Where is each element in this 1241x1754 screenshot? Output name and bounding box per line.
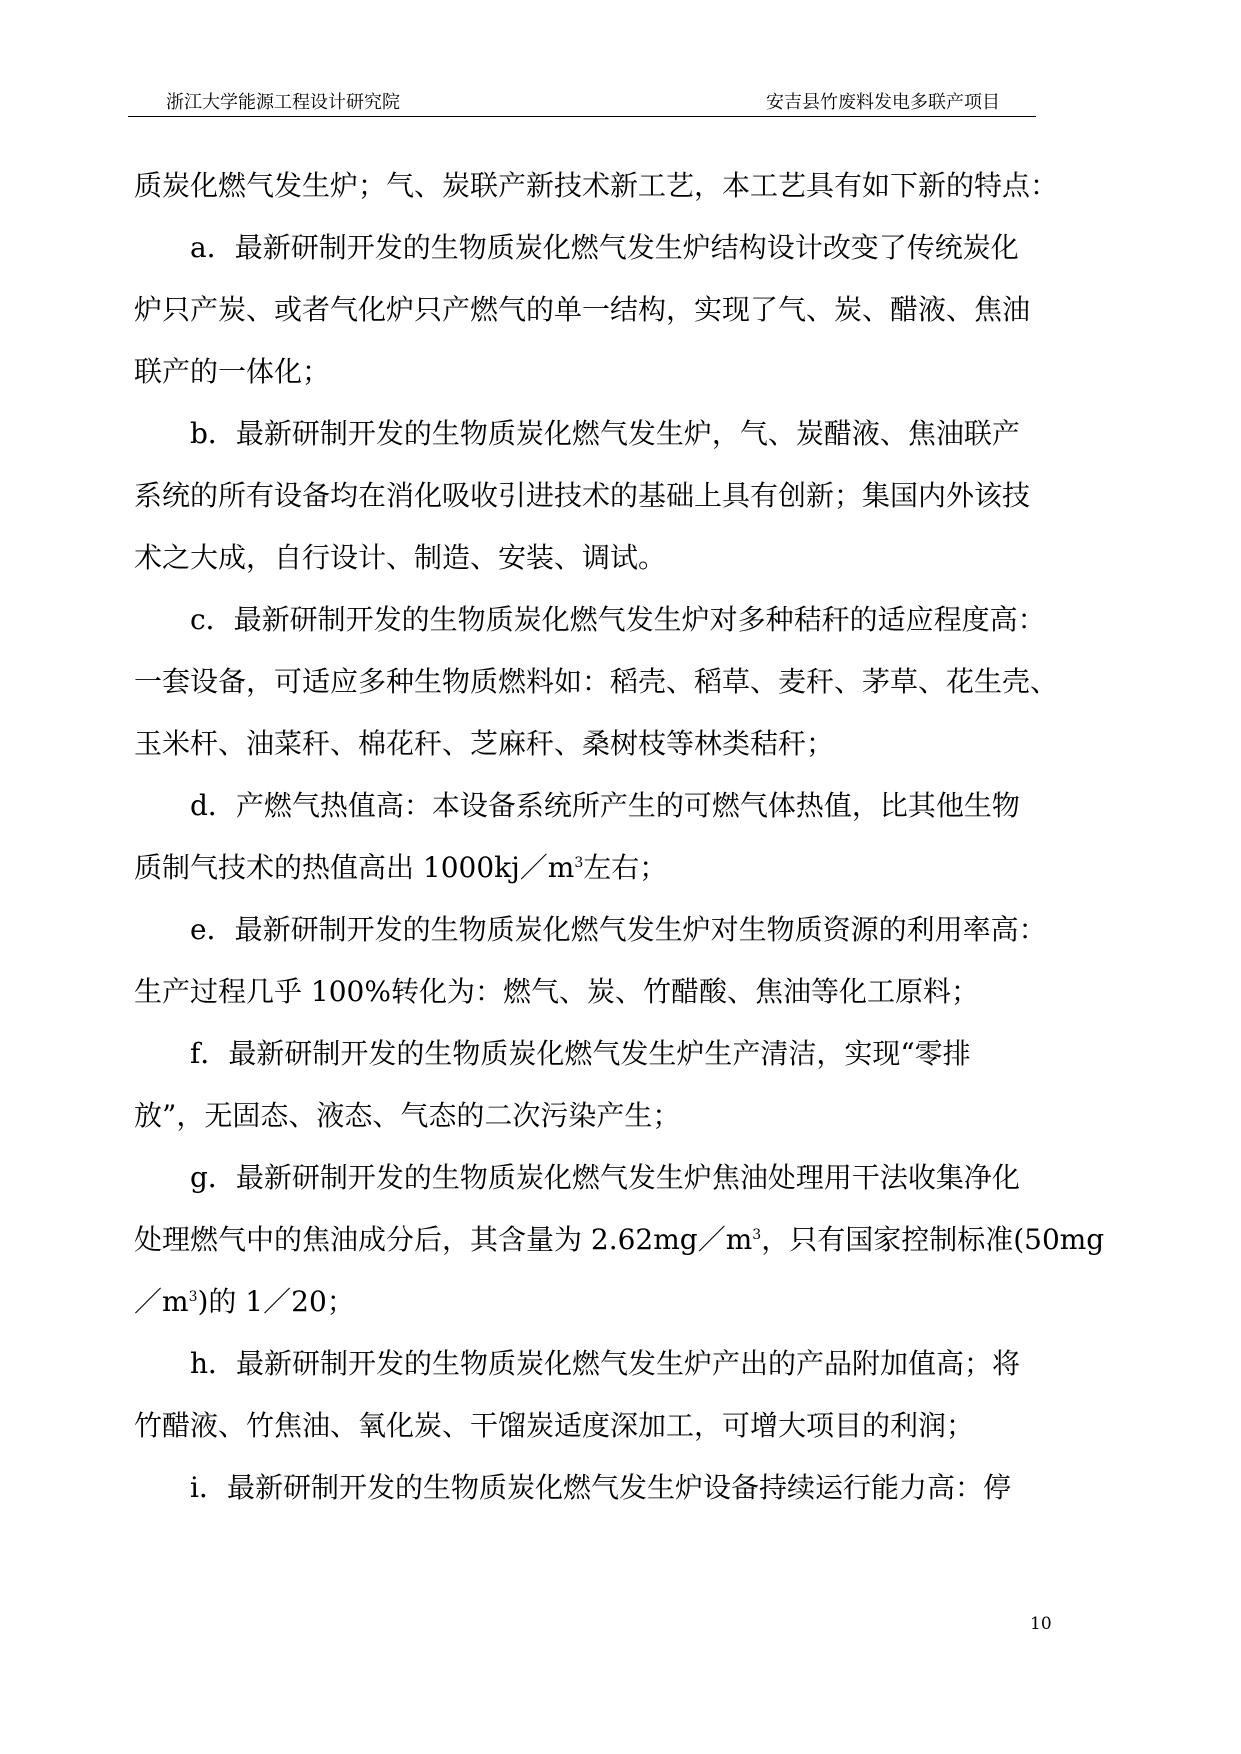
text-segment: 处理燃气中的焦油成分后，其含量为 2.62mg／m xyxy=(134,1223,753,1256)
text-segment: 质制气技术的热值高出 1000kj／m xyxy=(134,851,575,884)
text-line: 放”，无固态、液态、气态的二次污染产生； xyxy=(134,1099,681,1132)
header-organization: 浙江大学能源工程设计研究院 xyxy=(166,92,400,113)
item-e-line: e．最新研制开发的生物质炭化燃气发生炉对生物质资源的利用率高： xyxy=(190,913,1047,946)
text-line: 术之大成，自行设计、制造、安装、调试。 xyxy=(134,541,667,574)
text-line: 一套设备，可适应多种生物质燃料如：稻壳、稻草、麦秆、茅草、花生壳、 xyxy=(134,665,1059,698)
text-line: 联产的一体化； xyxy=(134,355,331,388)
item-i-line: i．最新研制开发的生物质炭化燃气发生炉设备持续运行能力高：停 xyxy=(190,1471,1011,1504)
item-f-line: f．最新研制开发的生物质炭化燃气发生炉生产清洁，实现“零排 xyxy=(190,1037,971,1070)
item-b-line: b．最新研制开发的生物质炭化燃气发生炉，气、炭醋液、焦油联产 xyxy=(190,417,1020,450)
text-line-with-unit xyxy=(134,837,1054,899)
header-project-title: 安吉县竹废料发电多联产项目 xyxy=(766,92,1000,113)
item-g-line: g．最新研制开发的生物质炭化燃气发生炉焦油处理用干法收集净化 xyxy=(190,1161,1020,1194)
text-line: 竹醋液、竹焦油、氧化炭、干馏炭适度深加工，可增大项目的利润； xyxy=(134,1409,975,1442)
text-segment: ／m xyxy=(134,1285,189,1318)
body-text xyxy=(134,155,1105,1519)
superscript: 3 xyxy=(574,855,584,871)
item-d-line: d．产燃气热值高：本设备系统所产生的可燃气体热值，比其他生物 xyxy=(190,789,1020,822)
text-segment: 左右； xyxy=(583,851,668,884)
superscript: 3 xyxy=(188,1289,198,1305)
page-header xyxy=(128,86,1036,117)
text-line: 系统的所有设备均在消化吸收引进技术的基础上具有创新；集国内外该技 xyxy=(134,479,1031,512)
item-c-line: c．最新研制开发的生物质炭化燃气发生炉对多种秸秆的适应程度高： xyxy=(190,603,1046,636)
superscript: 3 xyxy=(752,1227,762,1243)
text-line: 质炭化燃气发生炉；气、炭联产新技术新工艺，本工艺具有如下新的特点： xyxy=(134,169,1059,202)
text-line: 炉只产炭、或者气化炉只产燃气的单一结构，实现了气、炭、醋液、焦油 xyxy=(134,293,1031,326)
text-line-with-unit xyxy=(134,1209,1105,1271)
item-h-line: h．最新研制开发的生物质炭化燃气发生炉产出的产品附加值高；将 xyxy=(190,1347,1021,1380)
page-number: 10 xyxy=(1030,1614,1052,1634)
text-line: 玉米杆、油菜秆、棉花秆、芝麻秆、桑树枝等林类秸秆； xyxy=(134,727,835,760)
item-a-line: a．最新研制开发的生物质炭化燃气发生炉结构设计改变了传统炭化 xyxy=(190,231,1019,264)
text-line: 生产过程几乎 100%转化为：燃气、炭、竹醋酸、焦油等化工原料； xyxy=(134,975,979,1008)
text-segment: )的 1／20； xyxy=(197,1285,355,1318)
text-line-with-unit xyxy=(134,1271,1054,1333)
text-segment: ，只有国家控制标准(50mg xyxy=(761,1223,1105,1256)
